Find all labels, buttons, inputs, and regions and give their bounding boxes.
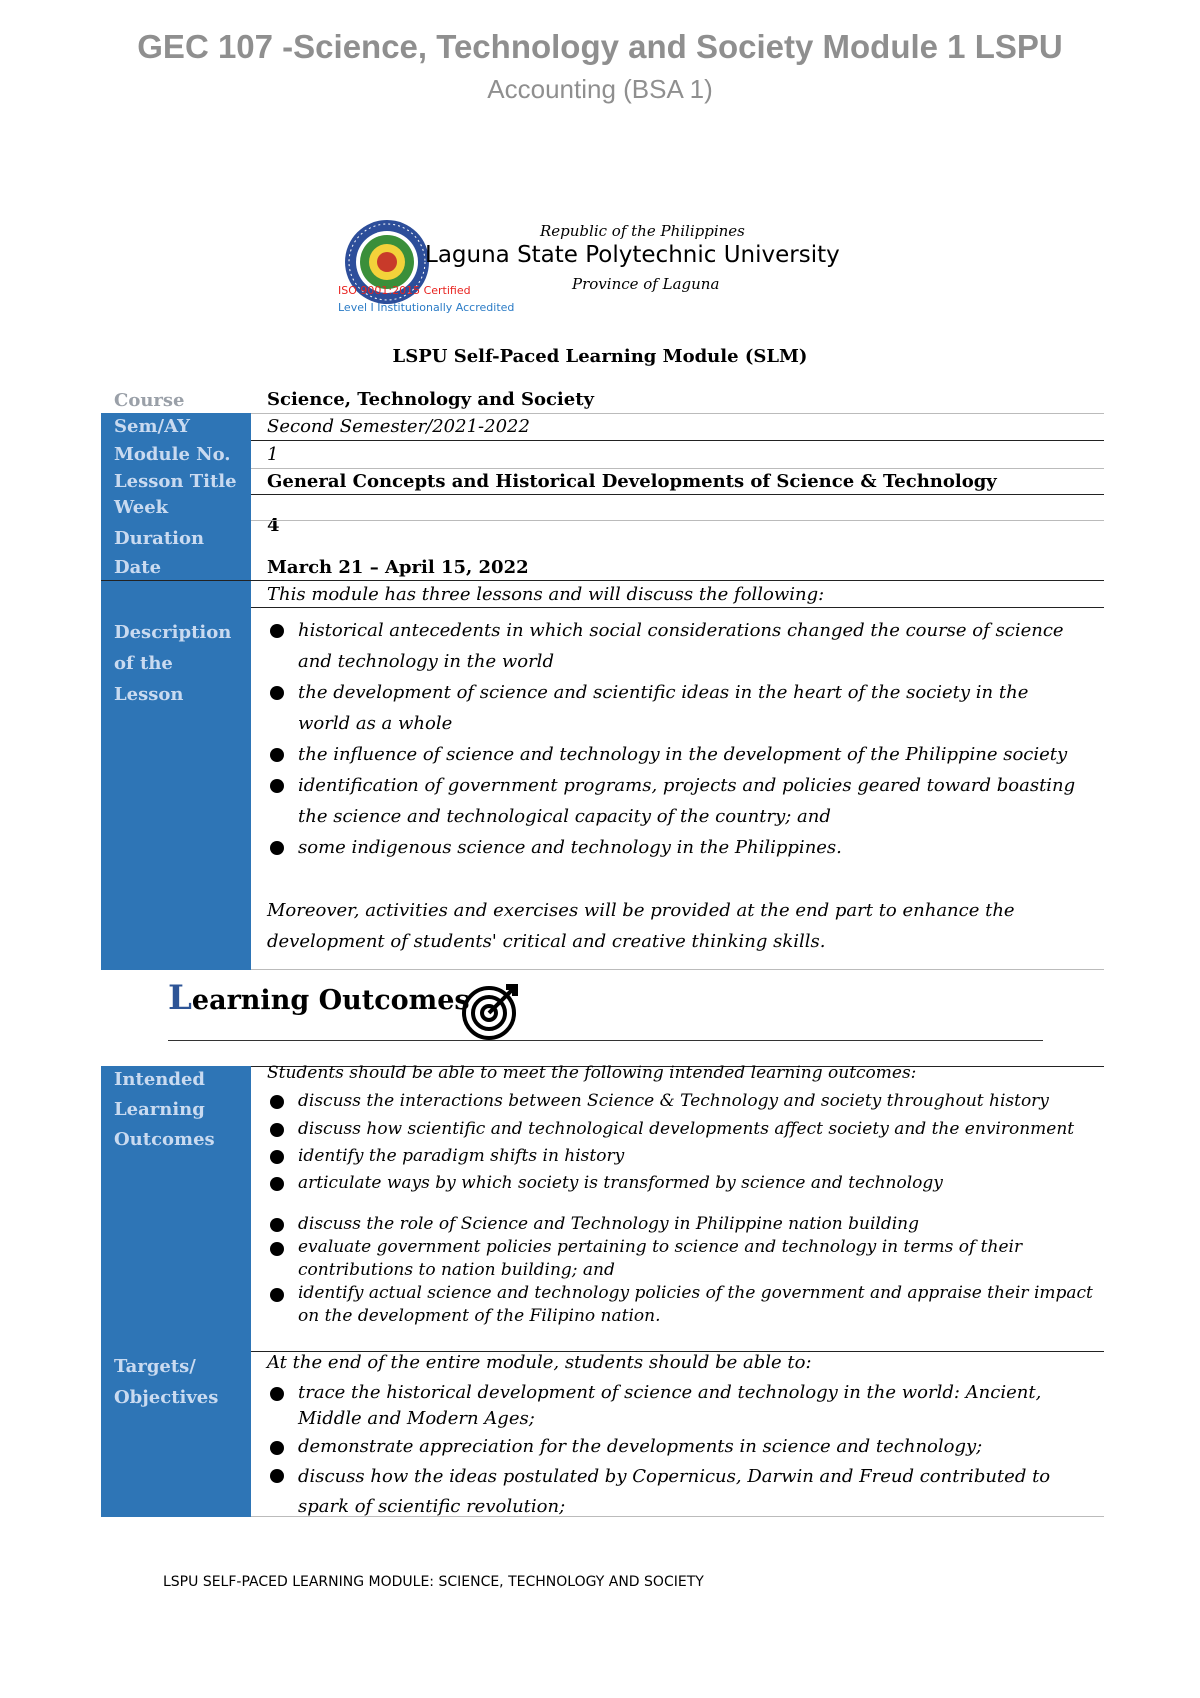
list-item: the development of science and scientific ideas in the heart of the society in the world as a whole xyxy=(298,677,1078,739)
list-item: discuss the role of Science and Technology in Philippine nation building xyxy=(298,1212,1098,1236)
ilo-label-line: Learning xyxy=(114,1099,205,1120)
list-item: historical antecedents in which social considerations changed the course of science and technology in the world xyxy=(298,615,1078,677)
description-intro: This module has three lessons and will discuss the following: xyxy=(267,584,825,605)
ilo-list xyxy=(298,1089,1098,1328)
description-label-line: of the xyxy=(114,653,173,674)
description-outro: Moreover, activities and exercises will be provided at the end part to enhance the development of students' critical and creative thinking skills. xyxy=(267,900,1015,952)
list-item: evaluate government policies pertaining to science and technology in terms of their contributions to nation building; and xyxy=(298,1236,1098,1282)
slm-title: LSPU Self-Paced Learning Module (SLM) xyxy=(392,346,808,367)
row-divider xyxy=(251,969,1104,970)
ilo-label-line: Intended xyxy=(114,1069,205,1090)
list-item: discuss how scientific and technological developments affect society and the environment xyxy=(298,1117,1098,1141)
row-divider xyxy=(251,468,1104,469)
heading-initial: L xyxy=(168,978,192,1018)
list-item: articulate ways by which society is transformed by science and technology xyxy=(298,1171,1098,1195)
lesson-title-value: General Concepts and Historical Developments of Science & Technology xyxy=(267,471,997,492)
ilo-label-line: Outcomes xyxy=(114,1129,215,1150)
description-label xyxy=(114,617,231,710)
republic-label: Republic of the Philippines xyxy=(540,222,745,240)
program-subtitle: Accounting (BSA 1) xyxy=(487,74,713,104)
module-info-table xyxy=(101,387,1104,970)
iso-certification: ISO 9001:2015 Certified xyxy=(338,284,471,297)
list-item: identify actual science and technology policies of the government and appraise their impact on the development of the Filipino nation. xyxy=(298,1282,1098,1328)
page-header xyxy=(0,22,1200,106)
row-divider xyxy=(251,607,1104,608)
target-icon xyxy=(460,980,522,1042)
list-item: some indigenous science and technology in the Philippines. xyxy=(298,832,1078,863)
letterhead xyxy=(0,218,1200,318)
date-value: March 21 – April 15, 2022 xyxy=(267,557,529,578)
ilo-label xyxy=(114,1065,215,1155)
university-name: Laguna State Polytechnic University xyxy=(425,242,840,268)
targets-label-line: Targets/ xyxy=(114,1356,196,1377)
list-item: identification of government programs, projects and policies geared toward boasting the science and technological capacity of the country; and xyxy=(298,770,1078,832)
description-list xyxy=(298,615,1078,863)
description-label-line: Description xyxy=(114,622,232,643)
list-item: discuss the interactions between Science & Technology and society throughout history xyxy=(298,1089,1098,1113)
list-item: the influence of science and technology in the development of the Philippine society xyxy=(298,739,1078,770)
course-value: Science, Technology and Society xyxy=(267,389,594,410)
province-label: Province of Laguna xyxy=(572,275,720,293)
targets-intro: At the end of the entire module, students should be able to: xyxy=(267,1352,812,1373)
ilo-intro: Students should be able to meet the following intended learning outcomes: xyxy=(267,1063,917,1083)
row-divider xyxy=(251,440,1104,441)
date-label: Date xyxy=(114,557,162,578)
row-divider xyxy=(251,494,1104,495)
module-value: 1 xyxy=(267,444,279,465)
page-footer: LSPU SELF-PACED LEARNING MODULE: SCIENCE, TECHNOLOGY AND SOCIETY xyxy=(163,1574,704,1590)
lesson-title-label: Lesson Title xyxy=(114,471,237,492)
accreditation-level: Level I Institutionally Accredited xyxy=(338,301,515,314)
week-label: Week xyxy=(114,497,169,518)
list-item: demonstrate appreciation for the developments in science and technology; xyxy=(298,1434,1088,1460)
row-divider xyxy=(251,520,1104,521)
targets-label xyxy=(114,1351,218,1413)
duration-label: Duration xyxy=(114,528,205,549)
row-divider xyxy=(101,580,1104,581)
row-divider xyxy=(251,1516,1104,1517)
learning-outcomes-table xyxy=(101,1063,1104,1517)
course-label: Course xyxy=(114,390,185,411)
targets-list xyxy=(298,1380,1088,1522)
list-item: trace the historical development of science and technology in the world: Ancient, Middle and Modern Ages; xyxy=(298,1380,1088,1432)
row-divider xyxy=(251,413,1104,414)
semay-value: Second Semester/2021-2022 xyxy=(267,416,530,437)
list-item: identify the paradigm shifts in history xyxy=(298,1144,1098,1168)
learning-outcomes-heading xyxy=(168,978,470,1018)
targets-label-line: Objectives xyxy=(114,1387,219,1408)
heading-rest: earning Outcomes xyxy=(191,985,470,1016)
semay-label: Sem/AY xyxy=(114,416,190,437)
module-title: GEC 107 -Science, Technology and Society Module 1 LSPU xyxy=(137,28,1063,65)
list-item: discuss how the ideas postulated by Copernicus, Darwin and Freud contributed to spark of scientific revolution; xyxy=(298,1462,1088,1522)
description-label-line: Lesson xyxy=(114,684,184,705)
week-value: 4 xyxy=(267,515,280,536)
heading-rule xyxy=(168,1040,1043,1041)
module-label: Module No. xyxy=(114,444,231,465)
